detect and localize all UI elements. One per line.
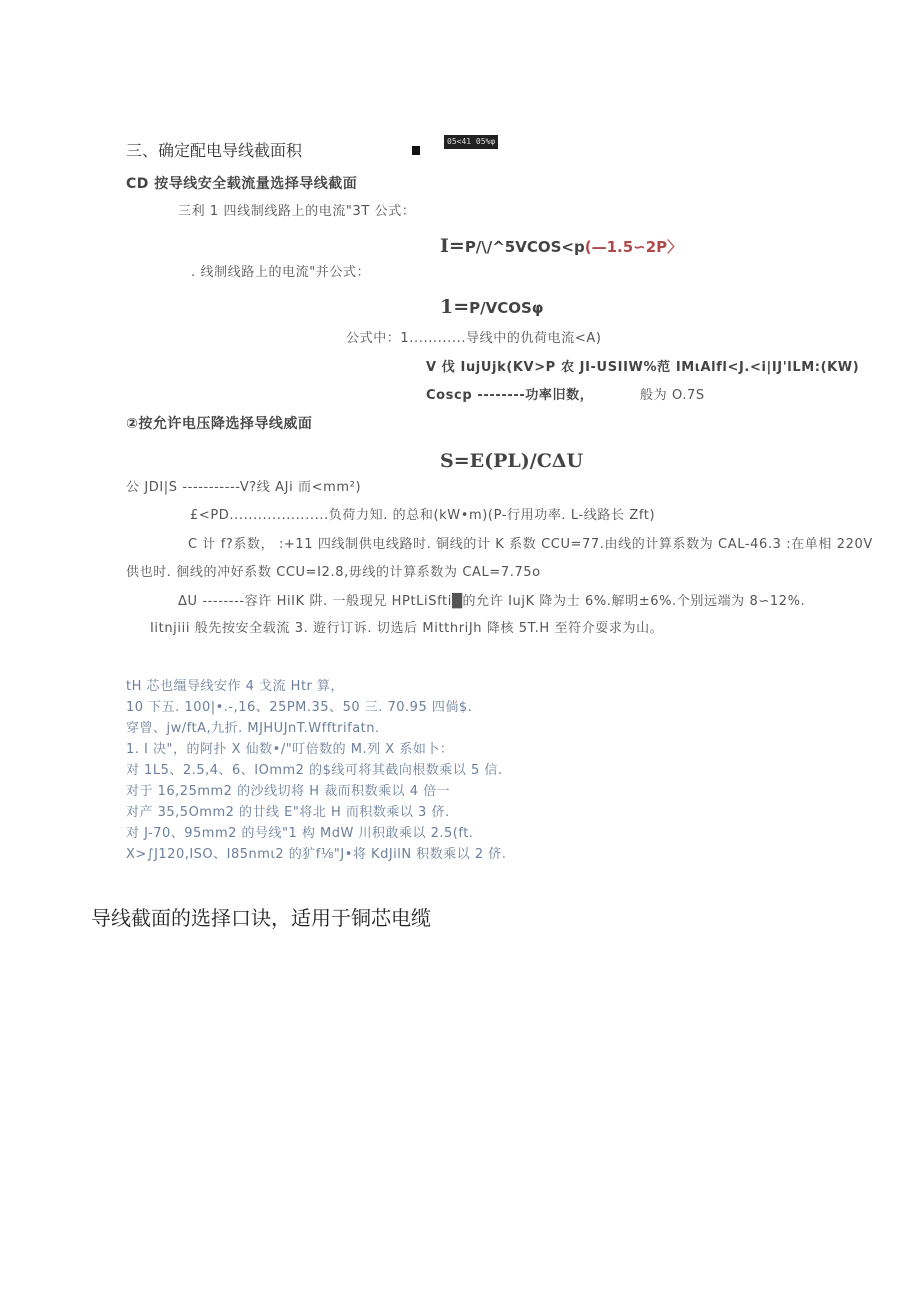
text-power-factor-value: 般为 O.7S xyxy=(640,388,705,403)
black-square-mark xyxy=(412,146,420,155)
formula-single-phase xyxy=(440,296,544,319)
formula-single-phase-lhs: 1= xyxy=(440,296,470,318)
text-power-factor-label: Coscp --------功率旧数， xyxy=(426,388,594,403)
subheading-voltage-drop: ②按允许电压降选择导线威面 xyxy=(126,416,313,432)
text-calc-coefficient: C 计 f?系数， :+11 四线制供电线路时. 铜线的计 K 系数 CCU=77.由线的计算系数为 CAL-46.3 :在单相 220V xyxy=(188,537,873,552)
rule-line: 对 1L5、2.5,4、6、IOmm2 的$线可将其截向根数乘以 5 信. xyxy=(126,763,503,778)
text-single-phase-formula-intro: . 线制线路上的电流"并公式： xyxy=(191,265,371,280)
rule-line: X>∫J120,ISO、I85nmι2 的犷f⅛"J•将 KdJilN 积数乘以 2 侪. xyxy=(126,847,507,862)
text-allowed-voltage-drop: ΔU --------容许 HiIK 阱. 一般现兄 HPtLiSfti█的允许 IujK 降为士 6%.解明±6%.个别远端为 8∽12%. xyxy=(178,594,806,609)
rule-line: 对 J-70、95mm2 的号线"1 构 MdW 川积敢乘以 2.5(ft. xyxy=(126,826,474,841)
rule-line: tH 芯也缰导线安作 4 戈流 Htr 算， xyxy=(126,679,345,694)
formula-three-phase xyxy=(440,235,682,258)
formula-three-phase-tail: (—1.5∽2P〉 xyxy=(584,238,683,256)
formula-three-phase-mid: P/\/^5VCOS<p xyxy=(464,238,585,256)
formula-three-phase-lhs: I= xyxy=(440,235,465,257)
formula-single-phase-rest: P/VCOSφ xyxy=(469,299,544,317)
text-where-power-factor xyxy=(426,388,705,404)
text-three-phase-formula-intro: 三利 1 四线制线路上的电流"3T 公式： xyxy=(178,204,416,219)
text-section-area: 公 JDI|S -----------V?线 AJi 而<mm²) xyxy=(126,480,362,495)
rule-line: 对于 16,25mm2 的沙线切将 H 裁而积数乘以 4 倍一 xyxy=(126,784,451,799)
text-load-moment: £<PD.....................负荷力知. 的总和(kW•m)(P-行用功率. L-线路长 Zft) xyxy=(190,508,656,523)
text-selection-procedure: Iitnjiii 般先按安全载流 3. 遊行订诉. 切选后 MitthriJh 降核 5T.H 至符介耍求为山。 xyxy=(150,621,664,636)
rule-line: 10 下五. 100|•.-,16、25PM.35、50 三. 70.95 四倘$. xyxy=(126,700,473,715)
footer-title: 导线截面的选择口诀，适用于铜芯电缆 xyxy=(91,906,431,930)
rule-line: 1. I 决"，的阿扑 X 仙数•/"叮倍数的 M.列 X 系如卜： xyxy=(126,742,454,757)
text-where-current: 公式中：1............导线中的仇荷电流<A) xyxy=(346,331,602,346)
formula-voltage-drop: S=E(PL)/CΔU xyxy=(440,450,584,472)
text-where-voltage-power: V 伐 IujUjk(KV>P 农 JI-USIIW%范 IMιAlfl<J.<i|IJ'lLM:(KW) xyxy=(426,360,860,375)
section-title: 三、确定配电导线截面积 xyxy=(126,141,303,160)
rule-line: 穿曾、jw/ftA,九折. MJHUJnT.Wfftrifatn. xyxy=(126,721,380,736)
rule-line: 对产 35,5Omm2 的廿线 E"将北 H 而积数乘以 3 侪. xyxy=(126,805,450,820)
stamp-label: 05<41 05%φ xyxy=(444,135,498,149)
subheading-safe-current: CD 按导线安全载流量选择导线截面 xyxy=(126,176,358,192)
text-single-phase-coefficient: 供也时. 徊线的冲好系数 CCU=I2.8,毋线的计算系数为 CAL=7.75o xyxy=(126,565,541,580)
